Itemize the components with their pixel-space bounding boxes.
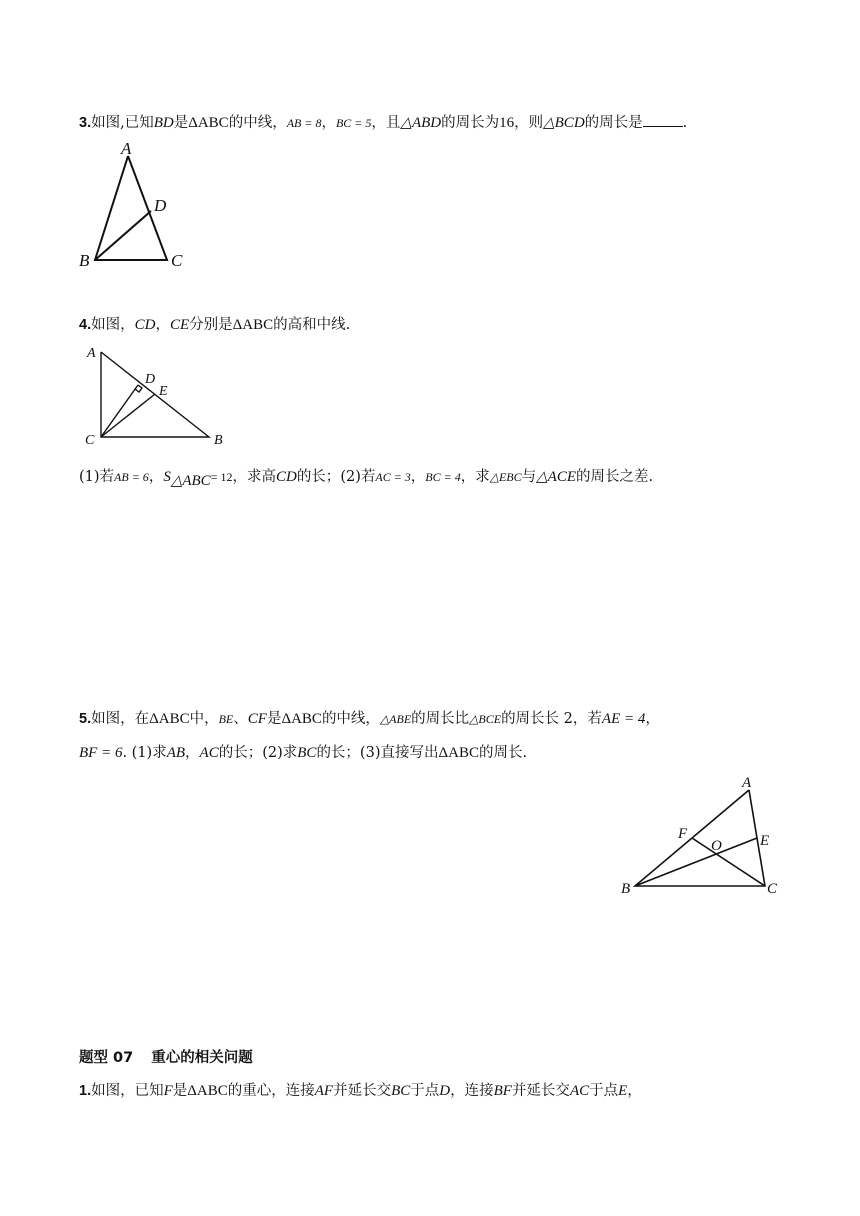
question-number: 4. xyxy=(79,317,92,333)
label-C: C xyxy=(85,433,95,448)
question-5-text-line2: BF = 6. (1)求AB，AC的长；(2)求BC的长；(3)直接写出ΔABC的周长. xyxy=(79,745,528,761)
label-C: C xyxy=(171,251,183,270)
figure-q5-triangle-medians xyxy=(618,770,783,900)
label-D: D xyxy=(145,372,156,387)
question-4-text: 4.如图，CD，CE分别是ΔABC的高和中线. xyxy=(79,317,351,333)
section-label: 题型 07 xyxy=(79,1050,134,1066)
label-A: A xyxy=(121,139,132,158)
figure-q4-right-triangle xyxy=(80,340,230,450)
label-O: O xyxy=(711,838,722,854)
section-title: 重心的相关问题 xyxy=(151,1050,253,1066)
answer-blank xyxy=(643,112,683,127)
label-B: B xyxy=(214,433,223,448)
section-heading xyxy=(79,1046,253,1067)
figure-q3-triangle xyxy=(75,138,195,273)
label-B: B xyxy=(79,251,90,270)
question-5-text-line1: 5.如图，在ΔABC中，BE、CF是ΔABC的中线，△ABE的周长比△BCE的周长长 2，若AE = 4， xyxy=(79,711,660,727)
question-number: 3. xyxy=(79,115,92,131)
label-F: F xyxy=(678,826,688,842)
question-number: 5. xyxy=(79,711,92,727)
section-question-1-text: 1.如图，已知F是ΔABC的重心，连接AF并延长交BC于点D，连接BF并延长交AC于点E， xyxy=(79,1083,642,1099)
label-A: A xyxy=(742,775,752,791)
question-4-subparts: (1)若AB = 6，$S_{\triangle ABC}= 12$，求高CD的长；(2)若AC = 3，BC = 4，求△EBC与△ACE的周长之差. xyxy=(79,469,654,489)
label-D: D xyxy=(154,196,167,215)
label-B: B xyxy=(621,881,631,897)
label-E: E xyxy=(760,833,770,849)
question-3-text: 3.如图,已知BD是ΔABC的中线，AB = 8，BC = 5，且△ABD的周长为16，则△BCD的周长是 . xyxy=(79,112,687,133)
question-number: 1. xyxy=(79,1083,92,1099)
label-A: A xyxy=(87,346,96,361)
label-C: C xyxy=(767,881,778,897)
label-E: E xyxy=(159,384,168,399)
